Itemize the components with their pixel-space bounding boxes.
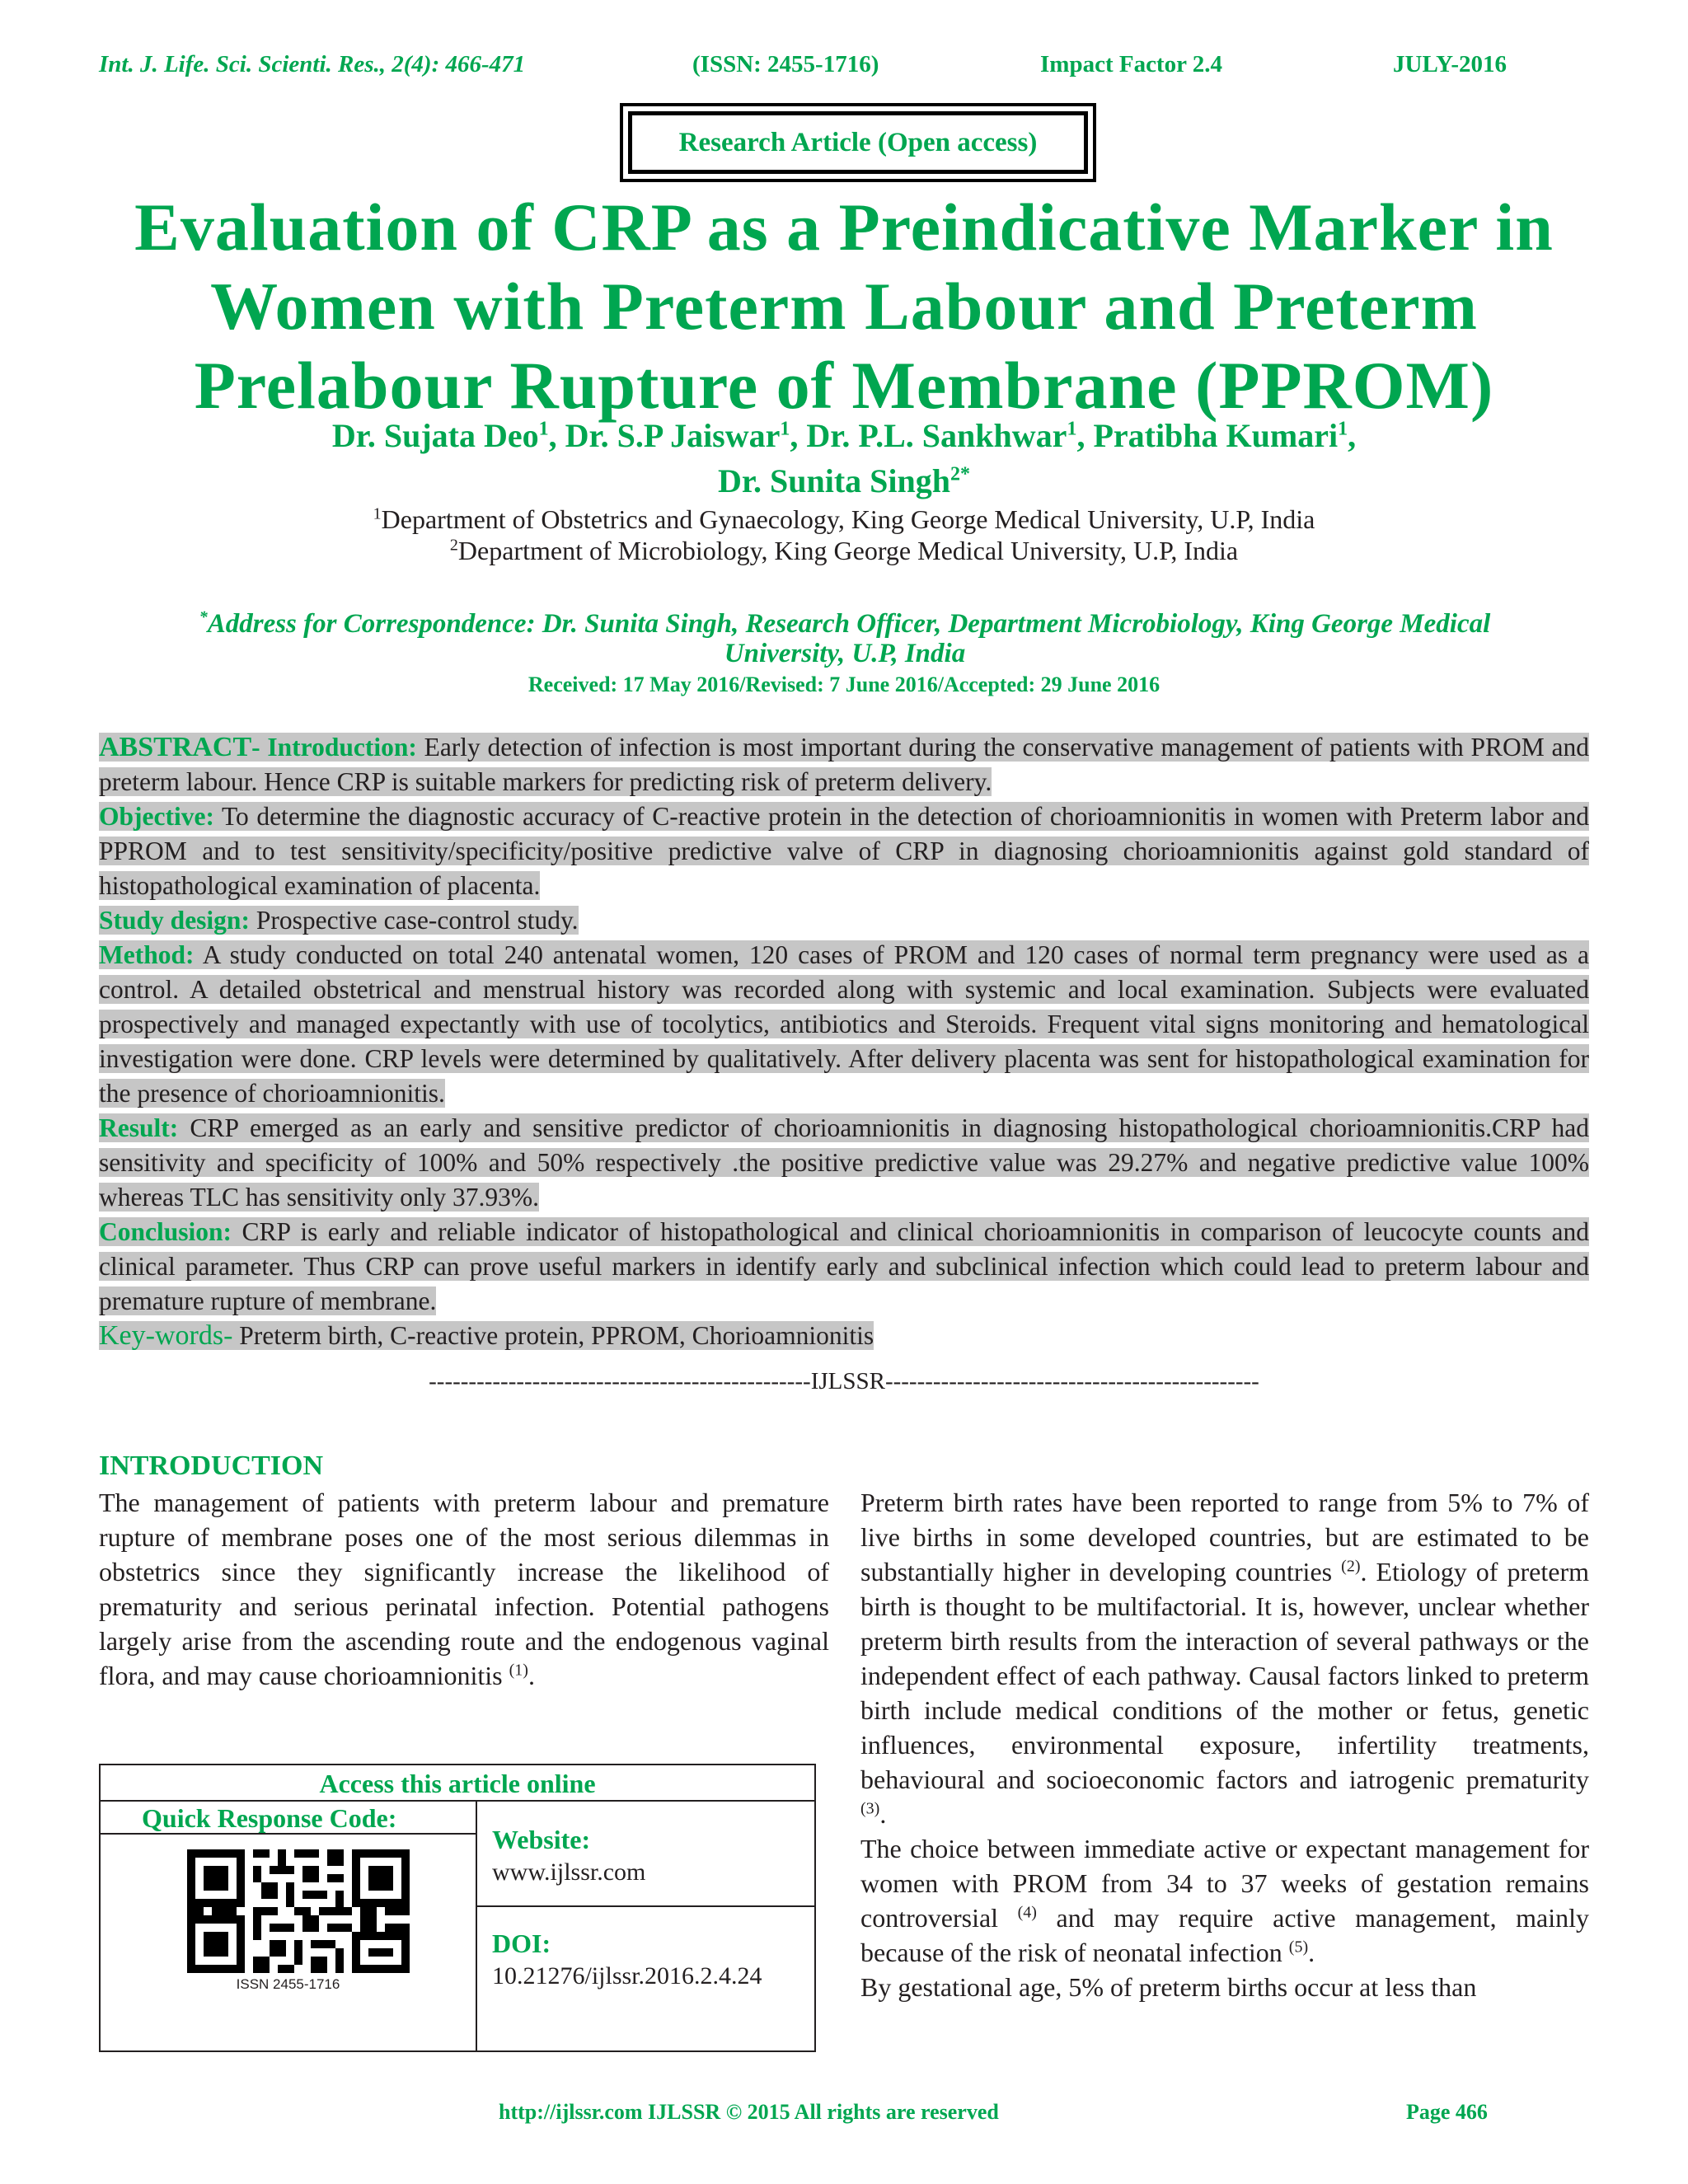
keywords: Preterm birth, C-reactive protein, PPROM, Chorioamnionitis — [239, 1321, 874, 1350]
journal-issn: (ISSN: 2455-1716) — [692, 51, 879, 77]
right-column-text — [860, 1485, 1589, 2004]
paragraph: The choice between immediate active or expectant management for women with PROM from 34 to 37 weeks of gestation remains controversial $^{(4)}$ and may require active management, mainly because of the risk of neonatal infection $^{(5)}$. — [860, 1834, 1590, 1967]
qr-code-label: Quick Response Code: — [101, 1802, 476, 1835]
doi-link[interactable]: 10.21276/ijlssr.2016.2.4.24 — [492, 1962, 762, 1990]
website-label: Website: — [492, 1825, 591, 1854]
author-list: Dr. Sujata Deo$^1$, Dr. S.P Jaiswar$^1$, Dr. P.L. Sankhwar$^1$, Pratibha Kumari$^1$, — [331, 417, 1357, 454]
page-number: Page 466 — [1406, 2100, 1488, 2124]
introduction-heading: INTRODUCTION — [99, 1451, 324, 1481]
abstract-objective: To determine the diagnostic accuracy of C-reactive protein in the detection of chorioamnionitis in women with Preterm labor and PPROM and to test sensitivity/specificity/positive predictive valve of CRP in diagnosing chorioamnionitis against gold standard of histopathological examination of placenta. — [99, 802, 1589, 900]
abstract-study-design: Prospective case-control study. — [256, 906, 579, 935]
author-name: Dr. P.L. Sankhwar — [806, 417, 1067, 454]
author-name: Dr. S.P Jaiswar — [565, 417, 781, 454]
article-type-box — [620, 103, 1096, 182]
abstract-result: CRP emerged as an early and sensitive predictor of chorioamnionitis in diagnosing histopathological chorioamnionitis.CRP had sensitivity and specificity of 100% and 50% respectively .the positive predictive value was 29.27% and negative predictive value 100% whereas TLC has sensitivity only 37.93%. — [99, 1113, 1589, 1212]
issue-date: JULY-2016 — [1393, 51, 1507, 77]
impact-factor: Impact Factor 2.4 — [1040, 51, 1222, 77]
abstract: ABSTRACT- Introduction: Early detection of infection is most important during the conservative management of patients with PROM and preterm labour. Hence CRP is suitable markers for predicting risk of preterm delivery. Objective: To determine the diagnostic accuracy of C-reactive protein in the detection of chorioamnionitis in women with Preterm labor and PPROM and to test sensitivity/specificity/positive predictive valve of CRP in diagnosing chorioamnionitis against gold standard of histopathological examination of placenta. Study design: Prospective case-control study. Method: A study conducted on total 240 antenatal women, 120 cases of PROM and 120 cases of normal term pregnancy were used as a control. A detailed obstetrical and menstrual history was recorded along with systemic and local examination. Subjects were evaluated prospectively and managed expectantly with use of tocolytics, antibiotics and Steroids. Frequent vital signs monitoring and hematological investigation were done. CRP levels were determined by qualitatively. After delivery placenta was sent for histopathological examination for the presence of chorioamnionitis. Result: CRP emerged as an early and sensitive predictor of chorioamnionitis in diagnosing histopathological chorioamnionitis.CRP had sensitivity and specificity of 100% and 50% respectively .the positive predictive value was 29.27% and negative predictive value 100% whereas TLC has sensitivity only 37.93%. Conclusion: CRP is early and reliable indicator of histopathological and clinical chorioamnionitis in comparison of leucocyte counts and clinical parameter. Thus CRP can prove useful markers in identify early and subclinical infection which could lead to preterm labour and premature rupture of membrane. Key-words- Preterm birth, C-reactive protein, PPROM, Chorioamnionitis — [99, 732, 1589, 1351]
received-dates: Received: 17 May 2016/Revised: 7 June 2016/Accepted: 29 June 2016 — [528, 673, 1160, 696]
correspondence-address-line-2: University, U.P, India — [724, 639, 966, 668]
paragraph: By gestational age, 5% of preterm births occur at less than — [860, 1972, 1477, 2002]
affiliation: $^1$Department of Obstetrics and Gynaecology, King George Medical University, U.P, India — [373, 504, 1315, 534]
qr-code-icon[interactable] — [187, 1849, 410, 1973]
footer-copyright[interactable]: http://ijlssr.com IJLSSR © 2015 All rights are reserved — [499, 2100, 999, 2124]
section-divider: ------------------------------------------------IJLSSR----------------------------------------------- — [429, 1368, 1259, 1394]
left-column-text: The management of patients with preterm labour and premature rupture of membrane poses one of the most serious dilemmas in obstetrics since they significantly increase the likelihood of prematurity and serious perinatal infection. Potential pathogens largely arise from the ascending route and the endogenous vaginal flora, and may cause chorioamnionitis $^{(1)}$. — [99, 1488, 829, 1690]
article-title: Evaluation of CRP as a Preindicative Marker in Women with Preterm Labour and Preterm Prelabour Rupture of Membrane (PPROM) — [134, 190, 1554, 423]
author-name: Dr. Sunita Singh — [718, 462, 950, 499]
author-list-line-2: Dr. Sunita Singh$^{2*}$ — [718, 462, 970, 499]
correspondence-address: *Address for Correspondence: Dr. Sunita Singh, Research Officer, Department Microbiology, King George Medical — [199, 608, 1491, 639]
qr-issn-caption: ISSN 2455-1716 — [236, 1976, 340, 1992]
access-box-title: Access this article online — [101, 1765, 814, 1802]
abstract-introduction: Early detection of infection is most important during the conservative management of patients with PROM and preterm labour. Hence CRP is suitable markers for predicting risk of preterm delivery. — [99, 733, 1589, 796]
abstract-conclusion: CRP is early and reliable indicator of histopathological and clinical chorioamnionitis in comparison of leucocyte counts and clinical parameter. Thus CRP can prove useful markers in identify early and subclinical infection which could lead to preterm labour and premature rupture of membrane. — [99, 1217, 1589, 1315]
author-name: Dr. Sujata Deo — [331, 417, 539, 454]
journal-citation: Int. J. Life. Sci. Scienti. Res., 2(4): 466-471 — [99, 51, 526, 77]
affiliation: $^2$Department of Microbiology, King George Medical University, U.P, India — [449, 536, 1239, 565]
abstract-method: A study conducted on total 240 antenatal women, 120 cases of PROM and 120 cases of normal term pregnancy were used as a control. A detailed obstetrical and menstrual history was recorded along with systemic and local examination. Subjects were evaluated prospectively and managed expectantly with use of tocolytics, antibiotics and Steroids. Frequent vital signs monitoring and hematological investigation were done. CRP levels were determined by qualitatively. After delivery placenta was sent for histopathological examination for the presence of chorioamnionitis. — [99, 940, 1589, 1108]
doi-label: DOI: — [492, 1929, 551, 1958]
website-link[interactable]: www.ijlssr.com — [492, 1858, 646, 1886]
paragraph: Preterm birth rates have been reported to range from 5% to 7% of live births in some developed countries, but are estimated to be substantially higher in developing countries $^{(2)}$. Etiology of preterm birth is thought to be multifactorial. It is, however, unclear whether preterm birth results from the interaction of several pathways or the independent effect of each pathway. Causal factors linked to preterm birth include medical conditions of the mother or fetus, genetic influences, environmental exposure, infertility treatments, behavioural and socioeconomic factors and iatrogenic prematurity $^{(3)}$. — [860, 1488, 1590, 1829]
author-name: Pratibha Kumari — [1093, 417, 1339, 454]
access-article-box — [99, 1764, 816, 2052]
article-type: Research Article (Open access) — [628, 111, 1088, 174]
